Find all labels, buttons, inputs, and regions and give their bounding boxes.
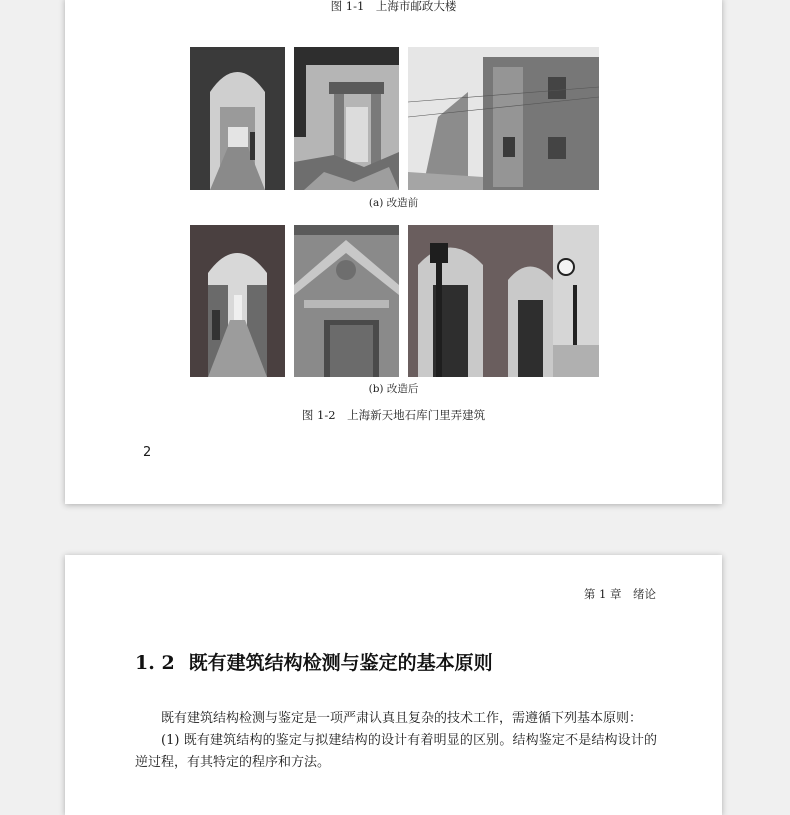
paragraph: (1) 既有建筑结构的鉴定与拟建结构的设计有着明显的区别。结构鉴定不是结构设计的逆过程，有其特定的程序和方法。 [135,733,657,770]
photo-lane-archway-after [190,225,285,377]
photo-restored-facade-with-lamp-after [408,225,599,377]
section-number: 1. 2 [135,652,175,674]
page-number: 2 [143,445,152,460]
running-head: 第 1 章 绪论 [583,587,656,601]
body-text [135,708,657,774]
photo-old-row-houses-before [408,47,599,190]
figure-1-2-caption: 图 1-2 上海新天地石库门里弄建筑 [301,408,486,422]
photo-ruined-gate-before [294,47,399,190]
book-page-2 [65,0,722,504]
figure-1-1-caption: 图 1-1 上海市邮政大楼 [330,0,457,13]
book-page-3 [65,555,722,815]
section-title: 既有建筑结构检测与鉴定的基本原则 [188,652,493,674]
photo-carved-pediment-after [294,225,399,377]
paragraph: 既有建筑结构检测与鉴定是一项严肃认真且复杂的技术工作，需遵循下列基本原则： [161,711,643,726]
sub-caption-before: (a) 改造前 [368,197,419,209]
photo-lane-archway-before [190,47,285,190]
section-heading [135,648,493,675]
sub-caption-after: (b) 改造后 [368,383,419,395]
